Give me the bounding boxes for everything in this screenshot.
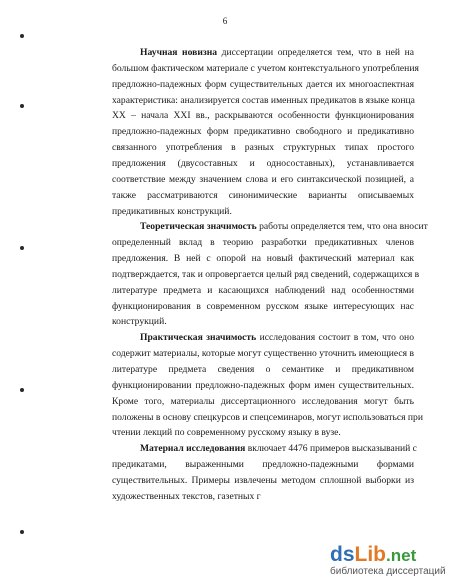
text-line [112,142,414,154]
text-line [112,158,414,170]
line-text: исследования состоит в том, что оно [256,332,414,344]
text-line [140,443,417,455]
line-text: работы определяется тем, что она вносит [256,221,428,233]
line-text: содержит материалы, которые могут существенно уточнить имеющиеся в [112,348,414,360]
text-line [112,285,414,297]
margin-dot [20,34,24,38]
text-line [112,174,414,186]
line-text: также рассматриваются синонимические варианты описываемых [112,189,414,201]
line-text: предикатами, выраженными предложно-падежными формами [112,459,414,471]
line-text: чтении лекций по современному русскому языку в вузе. [112,427,341,439]
text-line [112,396,414,408]
text-line [112,364,414,376]
text-line [112,427,414,439]
line-text: XX – начала XXI вв., раскрываются особенности функционирования [112,110,414,122]
line-text: существительных. Примеры извлечены методом сплошной выборки из [112,474,414,486]
margin-dot [20,246,24,250]
text-line [112,348,414,360]
section-lead: Научная новизна [140,47,218,58]
line-text: большом фактическом материале с учетом контекстуального употребления [112,62,419,74]
line-text: предложно-падежных форм существительных дается их многоаспектная [112,78,414,90]
line-text: литературе предмета сведения о семантике и предикативном [112,364,414,375]
watermark-tagline: библиотека диссертаций [330,566,446,577]
line-text: соответствие между значением слова и его синтаксической позицией, а [112,173,414,185]
line-text: характеристика: анализируется состав именных предикатов в языке конца [112,94,415,106]
text-line [140,47,414,59]
section-lead: Теоретическая значимость [140,221,257,233]
dslib-watermark [330,542,448,578]
text-line [112,206,414,218]
margin-dot [20,104,24,108]
text-line [112,237,414,249]
text-line [112,459,414,471]
text-line [112,62,419,75]
text-line [112,491,414,503]
line-text: положены в основу спецкурсов и спецсеминаров, могут использоваться при [112,411,423,423]
text-line [140,221,428,233]
line-text: диссертации определяется тем, что в ней на [217,47,414,58]
line-text: предложения (двусоставных и односоставных), устанавливается [112,157,414,169]
margin-dot [20,530,24,534]
text-line [112,411,423,424]
line-text: включает 4476 примеров высказываний с [245,443,417,455]
line-text: предложения. В ней с опорой на новый фактический материал как [112,253,414,265]
text-line [112,316,414,328]
text-line [112,110,414,122]
text-line [140,332,414,344]
line-text: связанного употребления в разных структурных типах простого [112,142,414,154]
text-line [112,253,414,265]
line-text: функционирования в современном русском языке интересующих нас [112,300,414,312]
line-text: предикативных конструкций. [112,205,232,217]
section-lead: Практическая значимость [140,332,257,344]
line-text: Кроме того, материалы диссертационного исследования могут быть [112,395,414,407]
text-line [112,126,414,138]
text-line [112,380,414,392]
margin-dot [20,388,24,392]
line-text: подтверждается, так и опровергается целый ряд сведений, содержащихся в [112,268,420,280]
line-text: функционировании предложно-падежных форм имен существительных. [112,379,414,391]
text-line [112,268,420,281]
line-text: художественных текстов, газетных г [112,490,261,502]
page-number: 6 [222,16,228,26]
dslib-logo: dsLib.net [330,543,417,566]
text-line [112,95,414,107]
text-line [112,301,414,313]
line-text: предложно-падежных форм предикативно свободного и предикативно [112,126,414,138]
text-line [112,475,414,487]
text-line [112,79,414,91]
line-text: конструкций. [112,316,167,328]
text-line [112,190,414,202]
line-text: определенный вклад в теорию разработки предикативных членов [112,237,414,249]
section-lead: Материал исследования [140,443,246,455]
line-text: литературе предмета и касающихся наблюдений над особенностями [112,284,414,296]
